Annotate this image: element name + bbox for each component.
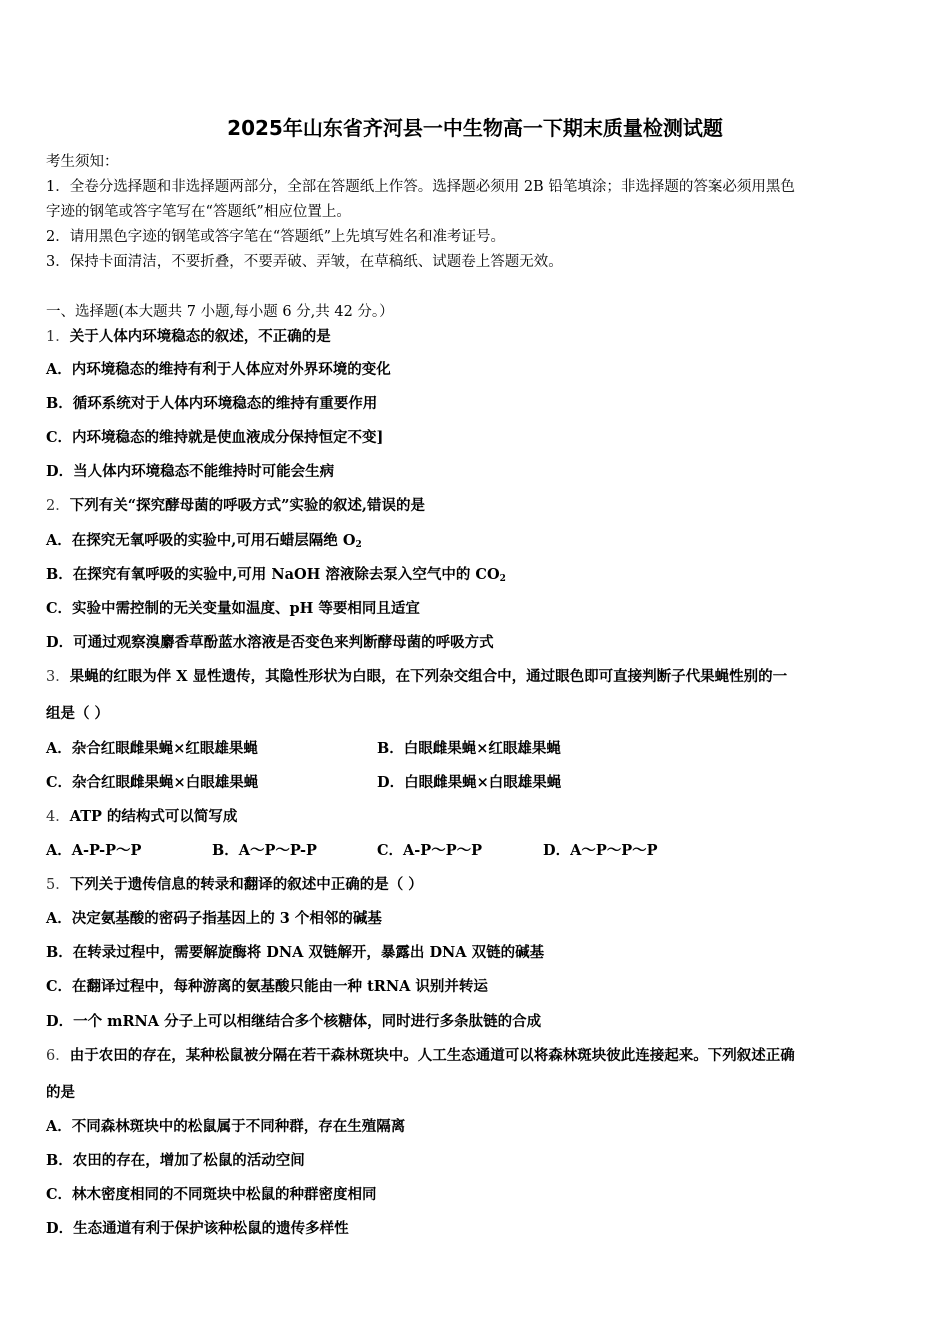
question-number: 3． (46, 669, 70, 685)
question-4-stem: 4．ATP 的结构式可以简写成 (46, 808, 238, 825)
question-2-option-b: B．在探究有氧呼吸的实验中,可用 NaOH 溶液除去泵入空气中的 $CO_2$ (46, 566, 506, 584)
question-4-option-d: D．A～P～P～P (543, 842, 658, 859)
notice-heading: 考生须知： (46, 154, 119, 170)
question-number: 5． (46, 877, 70, 893)
question-2-option-c: C．实验中需控制的无关变量如温度、pH 等要相同且适宜 (46, 600, 420, 617)
question-6-option-a: A．不同森林斑块中的松鼠属于不同种群，存在生殖隔离 (46, 1118, 406, 1135)
question-1-stem: 1．关于人体内环境稳态的叙述，不正确的是 (46, 328, 331, 345)
question-4-option-c: C．A-P～P～P (377, 842, 483, 859)
question-1-option-a: A．内环境稳态的维持有利于人体应对外界环境的变化 (46, 361, 391, 378)
question-2-stem: 2．下列有关“探究酵母菌的呼吸方式”实验的叙述,错误的是 (46, 497, 425, 514)
question-5-stem: 5．下列关于遗传信息的转录和翻译的叙述中正确的是（ ） (46, 876, 423, 893)
question-5-option-c: C．在翻译过程中，每种游离的氨基酸只能由一种 tRNA 识别并转运 (46, 978, 488, 995)
question-6-stem-line-2: 的是 (46, 1084, 75, 1101)
question-6-option-c: C．林木密度相同的不同斑块中松鼠的种群密度相同 (46, 1186, 377, 1203)
question-number: 1． (46, 329, 70, 345)
question-1-option-d: D．当人体内环境稳态不能维持时可能会生病 (46, 463, 335, 480)
question-4-option-a: A．A-P-P～P (46, 842, 142, 859)
question-5-option-b: B．在转录过程中，需要解旋酶将 DNA 双链解开，暴露出 DNA 双链的碱基 (46, 944, 545, 961)
notice-item-1-line-2: 字迹的钢笔或答字笔写在“答题纸”相应位置上。 (46, 204, 351, 220)
question-5-option-a: A．决定氨基酸的密码子指基因上的 3 个相邻的碱基 (46, 910, 382, 927)
question-5-option-d: D．一个 mRNA 分子上可以相继结合多个核糖体，同时进行多条肽链的合成 (46, 1013, 542, 1030)
question-3-stem-line-2: 组是（ ） (46, 705, 110, 722)
notice-item-2: 2．请用黑色字迹的钢笔或答字笔在“答题纸”上先填写姓名和准考证号。 (46, 229, 506, 245)
section-heading: 一、选择题(本大题共 7 小题,每小题 6 分,共 42 分。） (46, 304, 394, 320)
question-6-option-d: D．生态通道有利于保护该种松鼠的遗传多样性 (46, 1220, 349, 1237)
question-2-option-a: A．在探究无氧呼吸的实验中,可用石蜡层隔绝 $O_2$ (46, 532, 362, 550)
question-6-option-b: B．农田的存在，增加了松鼠的活动空间 (46, 1152, 305, 1169)
page-title: 2025年山东省齐河县一中生物高一下期末质量检测试题 (227, 116, 723, 140)
question-3-option-b: B．白眼雌果蝇×红眼雄果蝇 (377, 740, 561, 757)
question-number: 2． (46, 498, 70, 514)
notice-item-1-line-1: 1．全卷分选择题和非选择题两部分，全部在答题纸上作答。选择题必须用 2B 铅笔填涂；非选择题的答案必须用黑色 (46, 179, 795, 195)
question-3-option-d: D．白眼雌果蝇×白眼雄果蝇 (377, 774, 562, 791)
question-3-option-a: A．杂合红眼雌果蝇×红眼雄果蝇 (46, 740, 258, 757)
question-1-option-b: B．循环系统对于人体内环境稳态的维持有重要作用 (46, 395, 378, 412)
question-number: 6． (46, 1048, 70, 1064)
question-3-stem-line-1: 3．果蝇的红眼为伴 X 显性遗传，其隐性形状为白眼，在下列杂交组合中，通过眼色即可直接判断子代果蝇性别的一 (46, 668, 788, 685)
question-3-option-c: C．杂合红眼雌果蝇×白眼雄果蝇 (46, 774, 259, 791)
question-6-stem-line-1: 6．由于农田的存在，某种松鼠被分隔在若干森林斑块中。人工生态通道可以将森林斑块彼此连接起来。下列叙述正确 (46, 1047, 795, 1064)
question-2-option-d: D．可通过观察溴麝香草酚蓝水溶液是否变色来判断酵母菌的呼吸方式 (46, 634, 494, 651)
question-1-option-c: C．内环境稳态的维持就是使血液成分保持恒定不变] (46, 429, 384, 446)
question-4-option-b: B．A～P～P-P (212, 842, 317, 859)
question-number: 4． (46, 809, 70, 825)
notice-item-3: 3．保持卡面清洁，不要折叠，不要弄破、弄皱，在草稿纸、试题卷上答题无效。 (46, 254, 563, 270)
